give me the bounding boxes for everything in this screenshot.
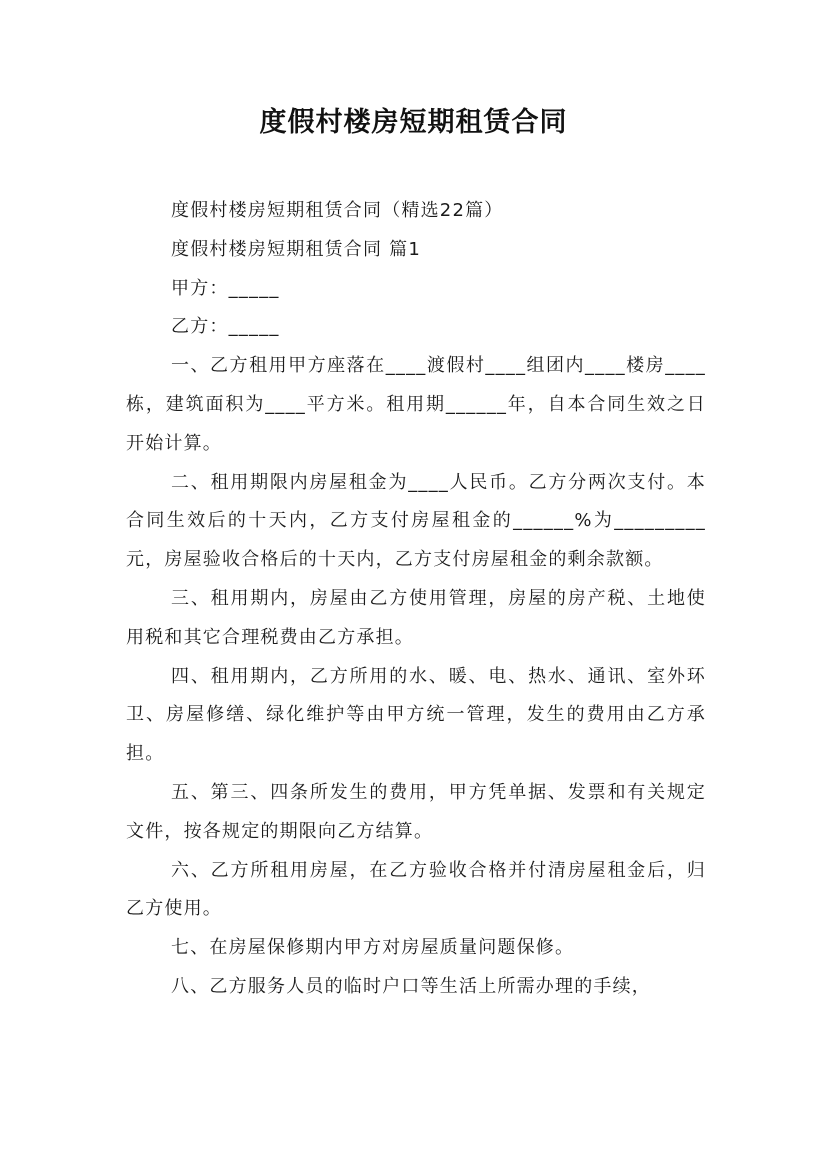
clause-7: 七、在房屋保修期内甲方对房屋质量问题保修。 bbox=[171, 937, 575, 959]
document-body bbox=[126, 192, 706, 1007]
section-heading: 度假村楼房短期租赁合同 篇1 bbox=[171, 238, 421, 260]
clause-2: 二、租用期限内房屋租金为____人民币。乙方分两次支付。本合同生效后的十天内，乙方支付房屋租金的______%为_________元，房屋验收合格后的十天内，乙方支付房屋租金的剩余款额。 bbox=[126, 471, 706, 571]
party-a-line: 甲方：_____ bbox=[171, 277, 280, 299]
clause-1: 一、乙方租用甲方座落在____渡假村____组团内____楼房____栋，建筑面积为____平方米。租用期______年，自本合同生效之日开始计算。 bbox=[126, 355, 706, 454]
clause-8: 八、乙方服务人员的临时户口等生活上所需办理的手续， bbox=[171, 975, 651, 997]
subtitle-paragraph: 度假村楼房短期租赁合同（精选22篇） bbox=[171, 200, 504, 221]
clause-5: 五、第三、四条所发生的费用，甲方凭单据、发票和有关规定文件，按各规定的期限向乙方结算。 bbox=[126, 781, 706, 842]
clause-4: 四、租用期内，乙方所用的水、暖、电、热水、通讯、室外环卫、房屋修缮、绿化维护等由甲方统一管理，发生的费用由乙方承担。 bbox=[126, 665, 706, 765]
clause-3: 三、租用期内，房屋由乙方使用管理，房屋的房产税、土地使用税和其它合理税费由乙方承担。 bbox=[126, 587, 706, 648]
document-title: 度假村楼房短期租赁合同 bbox=[259, 107, 568, 138]
party-b-line: 乙方：_____ bbox=[171, 316, 280, 338]
clause-6: 六、乙方所租用房屋，在乙方验收合格并付清房屋租金后，归乙方使用。 bbox=[126, 859, 706, 920]
